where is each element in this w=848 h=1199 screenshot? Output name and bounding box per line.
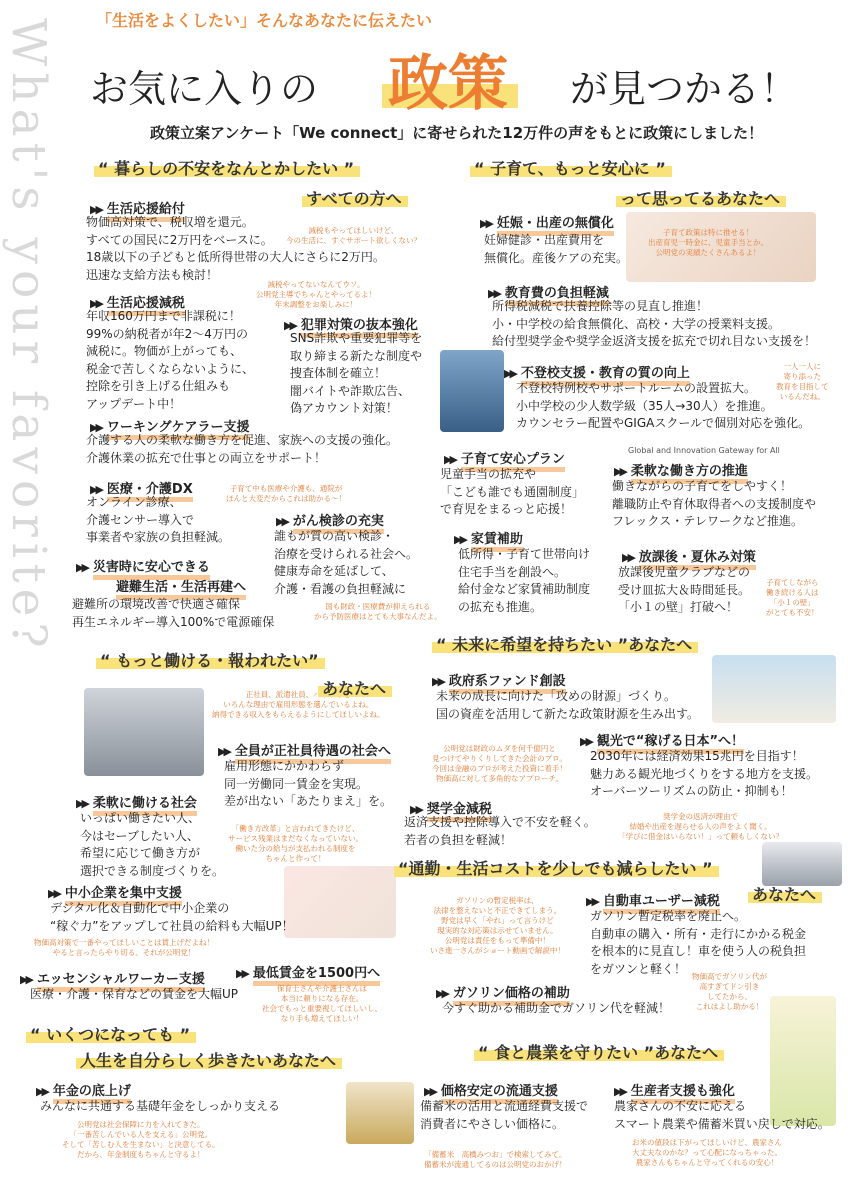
section-1-heading bbox=[98, 156, 354, 179]
policy-15-body: 未来の成長に向けた「攻めの財源」づくり。 国の資産を活用して新たな政策財源を生み出す。 bbox=[436, 689, 700, 721]
note-8: 子育てしながら 働き続ける人は 「小１の壁」 がとても不安！ bbox=[766, 578, 819, 617]
policy-5-head: ▶▶ 医療・介護DX bbox=[90, 478, 193, 497]
section-5-sub bbox=[752, 882, 816, 905]
policy-18-body: 雇用形態にかかわらず 同一労働同一賃金を実現。 差が出ない「あたりまえ」を。 bbox=[224, 759, 393, 808]
note-18: 「備蓄米 高橋みつお」で検索してみて。 備蓄米が流通してるのは公明党のおかげ！ bbox=[424, 1150, 567, 1169]
note-7: 国も財政・医療費が抑えられる から予防医療はとても大事なんだよ。 bbox=[314, 602, 442, 621]
coins-photo bbox=[346, 1082, 414, 1144]
policy-14-head: ▶▶ 放課後・夏休み対策 bbox=[622, 546, 756, 565]
section-3-sub bbox=[322, 676, 386, 699]
note-19: お米の値段は下がってほしいけど、農家さん 大丈夫なのかな？って心配になっちゃった。 農家さんもちゃんと守ってくれるの安心！ bbox=[632, 1138, 782, 1167]
policy-8-body: 妊婦健診・出産費用を 無償化。産後ケアの充実。 bbox=[484, 233, 629, 265]
section-3-line1: “ もっと働ける・報われたい” bbox=[100, 651, 319, 670]
policy-20-body: デジタル化＆自動化で中小企業の “稼ぐ力”をアップして社員の給料も大幅UP！ bbox=[50, 901, 294, 933]
policy-7-body: 避難所の環境改善で快適さ確保 再生エネルギー導入100%で電源確保 bbox=[72, 597, 275, 629]
policy-5-body: オンライン診療、 介護センサー導入で 事業者や家族の負担軽減。 bbox=[86, 495, 231, 544]
policy-17-body: 返済支援や控除導入で不安を軽く。 若者の負担を軽減！ bbox=[404, 815, 596, 847]
section-6-sub bbox=[80, 1048, 336, 1071]
section-6-line1: “ いくつになっても ” bbox=[30, 1025, 191, 1044]
section-3-line2: あなたへ bbox=[322, 679, 387, 698]
policy-13-body: 低所得・子育て世帯向け 住宅手当を創設へ。 給付金など家賃補助制度 の拡充も推進。 bbox=[458, 547, 591, 614]
section-2-line2: って思ってるあなたへ bbox=[620, 189, 781, 208]
laptop-photo bbox=[84, 688, 204, 776]
section-6-heading bbox=[30, 1022, 190, 1045]
pre-title: 「生活をよくしたい」そんなあなたに伝えたい bbox=[96, 11, 433, 30]
policy-23-head: ▶▶ 自動車ユーザー減税 bbox=[586, 890, 720, 909]
policy-3-head: ▶▶ 犯罪対策の抜本強化 bbox=[284, 314, 418, 333]
section-2-heading bbox=[474, 156, 666, 179]
policy-22-head: ▶▶ 最低賃金を1500円へ bbox=[236, 962, 380, 981]
note-10: 公明党は財政のムダを何千億円と 見つけてやりくりしてきた会計のプロ。 今回は金融のプロが考えた投資に着手！ 物価高に対して多角的なアプローチ。 bbox=[432, 744, 567, 783]
note-1: 減税もやってほしいけど、 今の生活に、すぐサポート欲しくない？ bbox=[286, 226, 421, 245]
policy-17-head: ▶▶ 奨学金減税 bbox=[410, 798, 492, 817]
note-14: 保育士さんや介護士さんは 本当に頼りになる存在。 社会でもっと重要視してほしいし、 なり手も増えてほしい！ bbox=[262, 984, 382, 1023]
policy-9-head: ▶▶ 教育費の負担軽減 bbox=[488, 282, 609, 301]
subtitle: 政策立案アンケート「We connect」に寄せられた12万件の声をもとに政策にしました！ bbox=[150, 124, 764, 142]
note-11: 奨学金の返済が理由で 結婚や出産を遅らせる人の声をよく聞く。 「学びに借金はいらない！」って頼もしくない？ bbox=[618, 812, 783, 841]
policy-10-body: 不登校特例校やサポートルームの設置拡大。 小中学校の少人数学級（35人→30人）を推進。 カウンセラー配置やGIGAスクールで個別対応を強化。 bbox=[516, 381, 811, 430]
section-4-heading bbox=[436, 632, 692, 655]
policy-27-body: 農家さんの不安に応える スマート農業や備蓄米買い戻しで対応。 bbox=[614, 1099, 830, 1131]
policy-6-head: ▶▶ がん検診の充実 bbox=[276, 510, 384, 529]
policy-4-head: ▶▶ ワーキングケアラー支援 bbox=[90, 416, 250, 435]
policy-21-head: ▶▶ エッセンシャルワーカー支援 bbox=[20, 968, 205, 987]
policy-6-body: 誰もが質の高い検診・ 治療を受けられる社会へ。 健康寿命を延ばして、 介護・看護の負担軽減に bbox=[274, 529, 419, 596]
title-left: お気に入りの bbox=[90, 67, 319, 111]
page-title bbox=[90, 36, 830, 119]
policy-3-body: SNS詐欺や重要犯罪等を 取り締まる新たな制度や 捜査体制を確立！ 闇バイトや詐欺広告、 偽アカウント対策！ bbox=[290, 331, 423, 415]
policy-14-body: 放課後児童クラブなどの 受け皿拡大＆時間延長。 「小１の壁」打破へ！ bbox=[618, 565, 751, 614]
policy-26-head: ▶▶ 価格安定の流通支援 bbox=[424, 1080, 558, 1099]
section-1-line1: “ 暮らしの不安をなんとかしたい ” bbox=[98, 159, 355, 178]
title-right: が見つかる！ bbox=[570, 67, 799, 111]
policy-24-body: 今すぐ助かる補助金でガソリン代を軽減！ bbox=[442, 1001, 671, 1015]
flowers-notebook-photo bbox=[284, 866, 396, 938]
section-4-line1: “ 未来に希望を持ちたい ”あなたへ bbox=[436, 635, 693, 654]
policy-19-head: ▶▶ 柔軟に働ける社会 bbox=[76, 792, 197, 811]
policy-13-head: ▶▶ 家賃補助 bbox=[454, 528, 523, 547]
policy-12-body: 働きながらの子育てをしやすく！ 離職防止や育休取得者への支援制度や フレックス・テレワークなど推進。 bbox=[612, 479, 817, 528]
policy-7-head: ▶▶ 災害時に安心できる bbox=[76, 556, 210, 575]
section-3-heading bbox=[100, 648, 319, 671]
policy-12-head: ▶▶ 柔軟な働き方の推進 bbox=[614, 460, 748, 479]
section-1-sub bbox=[306, 186, 402, 209]
policy-2-body: 年収160万円まで非課税に！ 99%の納税者が年2〜4万円の 減税に。物価が上がっても、 税金で苦しくならないように、 控除を引き上げる仕組みも アップデート中！ bbox=[86, 309, 255, 411]
note-6: 子育て中も医療や介護も、通院が ほんと大変だからこれは助かる〜！ bbox=[226, 484, 346, 503]
policy-21-body: 医療・介護・保育などの賃金を大幅UP bbox=[30, 987, 239, 1001]
policy-15-head: ▶▶ 政府系ファンド創設 bbox=[432, 670, 566, 689]
policy-23-body: ガソリン暫定税率を廃止へ。 自動車の購入・所有・走行にかかる税金 を根本的に見直し！車を使う人の税負担 をガツンと軽く！ bbox=[590, 909, 807, 976]
policy-26-body: 備蓄米の活用と流通経費支援で 消費者にやさしい価格に。 bbox=[420, 1099, 589, 1131]
note-15: ガソリンの暫定税率は、 法律を整えないと不正できてしまう。 野党は早く「やれ」って言うけど 現実的な対応策は示せていません。 公明党は責任をもって準備中！ いさ進一さんがショート動画で解説中！ bbox=[430, 896, 565, 955]
policy-16-body: 2030年には経済効果15兆円を目指す！ 魅力ある観光地づくりをする地方を支援。 オーバーツーリズムの防止・抑制も！ bbox=[590, 749, 819, 798]
policy-16-head: ▶▶ 観光で“稼げる日本”へ！ bbox=[580, 730, 744, 749]
policy-27-head: ▶▶ 生産者支援も強化 bbox=[614, 1080, 735, 1099]
note-2: 減税やってないなんてウソ。 公明党主導でちゃんとやってるよ！ 年末調整をお楽しみに！ bbox=[256, 280, 376, 309]
note-9: 正社員、派遣社員、バイトなど いろんな理由で雇用形態を選んでいるよね。 納得できる収入をもらえるようにしてほしいよね。 bbox=[212, 690, 385, 719]
parent-child-photo bbox=[440, 350, 504, 432]
note-12: 「働き方改革」と言われてきたけど、 サービス残業はまだなくなっていない。 働いた分の給与が支払われる制度を ちゃんと作って！ bbox=[228, 824, 363, 863]
policy-25-head: ▶▶ 年金の底上げ bbox=[36, 1080, 131, 1099]
section-5-line1: “通勤・生活コストを少しでも減らしたい ” bbox=[398, 859, 713, 878]
section-7-heading bbox=[478, 1040, 718, 1063]
policy-20-head: ▶▶ 中小企業を集中支援 bbox=[48, 882, 182, 901]
policy-7-head2: 避難生活・生活再建へ bbox=[116, 576, 246, 595]
policy-1-head: ▶▶ 生活応援給付 bbox=[90, 198, 185, 217]
section-7-line1: “ 食と農業を守りたい ”あなたへ bbox=[478, 1043, 719, 1062]
policy-8-head: ▶▶ 妊娠・出産の無償化 bbox=[480, 212, 614, 231]
section-2-line1: “ 子育て、もっと安心に ” bbox=[474, 159, 666, 178]
note-3: 子育て政策は特に推せる！ 出産育児一時金に、児童手当とか。 公明党の実績たくさんあるよ！ bbox=[648, 228, 768, 257]
policy-19-body: いっぱい働きたい人、 今はセーブしたい人、 希望に応じて働き方が 選択できる制度づくりを。 bbox=[80, 811, 225, 878]
note-13: 物価高対策で一番やってほしいことは賃上げだよね！ やると言ったらやり切る、それが公明党！ bbox=[34, 938, 214, 957]
section-5-heading bbox=[398, 856, 713, 879]
title-big: 政策 bbox=[388, 49, 508, 119]
policy-25-body: みんなに共通する基礎年金をしっかり支える bbox=[40, 1099, 281, 1113]
side-vertical-text: What's your favorite? bbox=[1, 18, 56, 654]
section-1-line2: すべての方へ bbox=[306, 189, 402, 208]
section-2-sub bbox=[620, 186, 780, 209]
policy-1-body: 物価高対策で、税収増を還元。 すべての国民に2万円をベースに。 18歳以下の子どもと低所得世帯の大人にさらに2万円。 迅速な支給方法も検討！ bbox=[86, 215, 385, 282]
policy-11-body: 児童手当の拡充や 「こども誰でも通園制度」 で育児をまるっと応援！ bbox=[440, 467, 585, 516]
policy-11-head: ▶▶ 子育て安心プラン bbox=[444, 448, 565, 467]
policy-2-head: ▶▶ 生活応援減税 bbox=[90, 292, 185, 311]
section-6-line2: 人生を自分らしく歩きたいあなたへ bbox=[80, 1051, 337, 1070]
policy-9-body: 所得税減税で扶養控除等の見直し推進！ 小・中学校の給食無償化、高校・大学の授業料支援。 給付型奨学金や奨学金返済支援を拡充で切れ目ない支援を！ bbox=[492, 299, 817, 348]
note-17: 公明党は社会保障に力を入れてきた。 「一番苦しんでいる人を支える」公明党。 そして「苦しむ人を生まない」と決意してる。 だから、年金制度もちゃんと守るよ！ bbox=[62, 1120, 220, 1159]
policy-4-body: 介護する人の柔軟な働き方を促進、家族への支援の強化。 介護休業の拡充で仕事との両立をサポート！ bbox=[86, 433, 399, 465]
note-4: 一人一人に 寄り添った 教育を目指して いるんだね。 bbox=[776, 362, 829, 401]
note-5: Global and Innovation Gateway for All bbox=[628, 446, 780, 455]
car-photo bbox=[762, 842, 842, 886]
section-5-line2: あなたへ bbox=[752, 885, 817, 904]
note-16: 物価高でガソリン代が 高すぎてドン引き してたから、 これはよし助かる！ bbox=[692, 972, 767, 1011]
policy-18-head: ▶▶ 全員が正社員待遇の社会へ bbox=[218, 740, 391, 759]
people-jumping-photo bbox=[712, 655, 836, 723]
policy-24-head: ▶▶ ガソリン価格の補助 bbox=[436, 982, 570, 1001]
policy-10-head: ▶▶ 不登校支援・教育の質の向上 bbox=[504, 362, 690, 381]
